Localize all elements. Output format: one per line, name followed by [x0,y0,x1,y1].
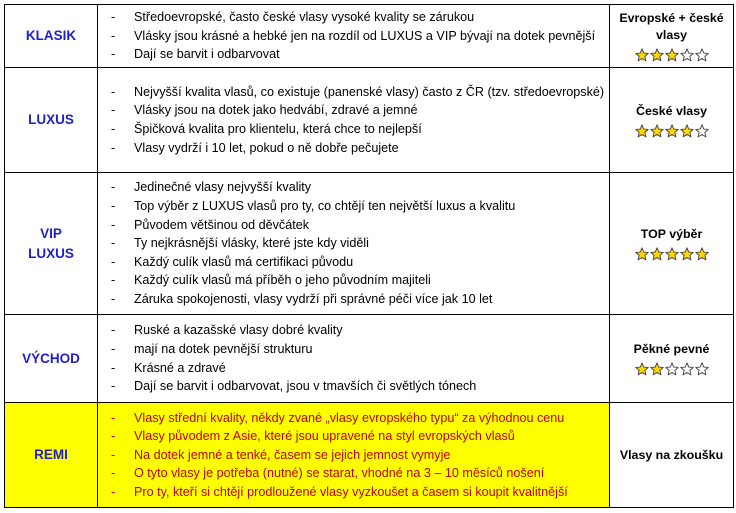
bullet-list [98,321,609,395]
star-filled-icon [650,362,664,376]
table-row [5,315,734,403]
bullet-list [98,83,609,157]
list-item: - Top výběr z LUXUS vlasů pro ty, co chtějí ten největší luxus a kvalitu [98,197,605,216]
star-rating [610,124,733,138]
star-empty-icon [665,362,679,376]
star-rating [610,48,733,62]
star-filled-icon [650,124,664,138]
category-name: LUXUS [28,245,74,261]
bullet-list [98,409,609,502]
description-cell [98,68,610,173]
category-name: KLASIK [25,28,77,43]
rating-label: České vlasy [636,103,707,118]
star-filled-icon [665,124,679,138]
star-filled-icon [665,48,679,62]
bullet-list [98,8,609,64]
star-filled-icon [635,362,649,376]
description-cell [98,173,610,315]
list-item: - Dají se barvit i odbarvovat [98,45,605,64]
bullet-list [98,178,609,308]
category-name-cell [5,68,98,173]
list-item: - Ty nejkrásnější vlásky, které jste kdy viděli [98,234,605,253]
star-empty-icon [695,124,709,138]
list-item: - Původem většinou od děvčátek [98,216,605,235]
list-item: - Na dotek jemné a tenké, časem se jejich jemnost vymyje [98,446,605,465]
rating-label: Vlasy na zkoušku [619,447,724,462]
category-name: LUXUS [28,112,74,127]
star-empty-icon [695,362,709,376]
list-item: - Vlásky jsou na dotek jako hedvábí, zdravé a jemné [98,101,605,120]
list-item: - Vlasy vydrží i 10 let, pokud o ně dobře pečujete [98,139,605,158]
rating-cell [610,173,734,315]
star-filled-icon [680,247,694,261]
list-item: - Jedinečné vlasy nejvyšší kvality [98,178,605,197]
list-item: - Pro ty, kteří si chtějí prodloužené vlasy vyzkoušet a časem si koupit kvalitnější [98,483,605,502]
category-name: VÝCHOD [22,350,80,366]
rating-cell [610,5,734,68]
category-name-cell [5,173,98,315]
star-rating [610,247,733,261]
star-filled-icon [635,247,649,261]
category-name-cell [5,5,98,68]
category-name: REMI [34,447,68,462]
list-item: - O tyto vlasy je potřeba (nutné) se starat, vhodné na 3 – 10 měsíců nošení [98,464,605,483]
description-cell [98,315,610,403]
table-row [5,5,734,68]
star-filled-icon [650,48,664,62]
star-filled-icon [695,247,709,261]
description-cell [98,403,610,508]
star-empty-icon [695,48,709,62]
hair-quality-table [4,4,734,508]
list-item: - Nejvyšší kvalita vlasů, co existuje (panenské vlasy) často z ČR (tzv. středoevropské) [98,83,605,102]
rating-label: Evropské + české vlasy [619,11,724,42]
category-name: VIP [40,225,62,241]
rating-cell [610,315,734,403]
rating-cell [610,403,734,508]
list-item: - Ruské a kazašské vlasy dobré kvality [98,321,605,340]
list-item: - Každý culík vlasů má příběh o jeho původním majiteli [98,271,605,290]
table-row [5,403,734,508]
star-filled-icon [680,124,694,138]
category-name-cell [5,315,98,403]
star-rating [610,362,733,376]
list-item: - Každý culík vlasů má certifikaci původu [98,253,605,272]
star-filled-icon [650,247,664,261]
star-filled-icon [635,48,649,62]
list-item: - Vlásky jsou krásné a hebké jen na rozdíl od LUXUS a VIP bývají na dotek pevnější [98,27,605,46]
category-name-cell [5,403,98,508]
description-cell [98,5,610,68]
list-item: - Vlasy původem z Asie, které jsou upravené na styl evropských vlasů [98,427,605,446]
star-filled-icon [635,124,649,138]
star-empty-icon [680,48,694,62]
rating-label: TOP výběr [640,227,703,241]
list-item: - Záruka spokojenosti, vlasy vydrží při správné péči více jak 10 let [98,290,605,309]
list-item: - Středoevropské, často české vlasy vysoké kvality se zárukou [98,8,605,27]
star-empty-icon [680,362,694,376]
table-row [5,68,734,173]
star-filled-icon [665,247,679,261]
table-row [5,173,734,315]
list-item: - Dají se barvit i odbarvovat, jsou v tmavších či světlých tónech [98,377,605,396]
list-item: - Špičková kvalita pro klientelu, která chce to nejlepší [98,120,605,139]
list-item: - Vlasy střední kvality, někdy zvané „vlasy evropského typu“ za výhodnou cenu [98,409,605,428]
list-item: - mají na dotek pevnější strukturu [98,340,605,359]
rating-cell [610,68,734,173]
list-item: - Krásné a zdravé [98,359,605,378]
rating-label: Pěkné pevné [633,342,710,356]
